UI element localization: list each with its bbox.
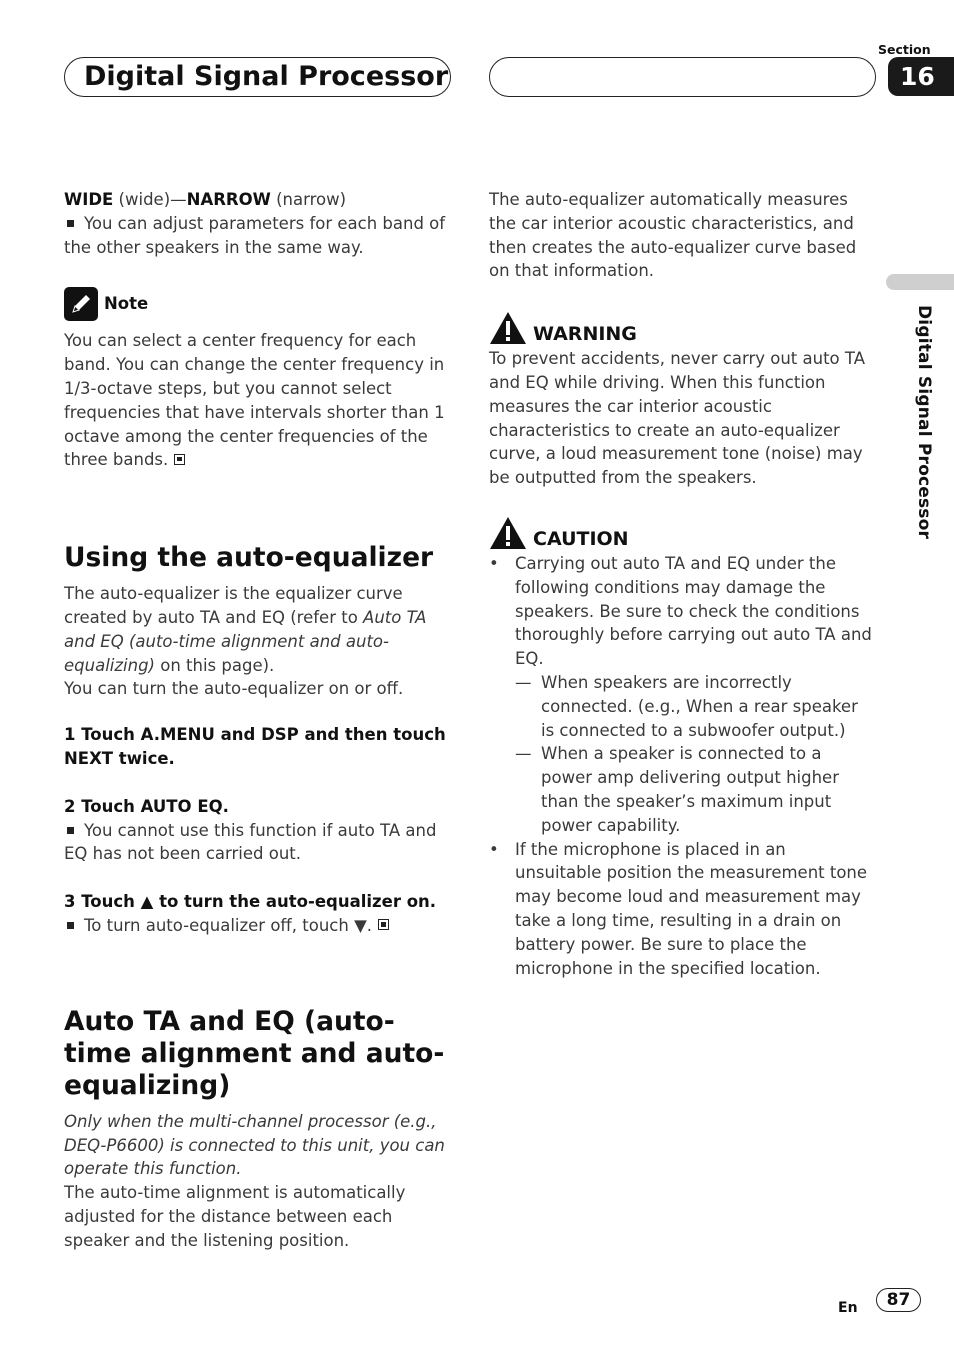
caution-sublist (489, 671, 875, 838)
pencil-note-icon (64, 287, 98, 321)
wide-term: WIDE (64, 190, 114, 209)
using-p1: The auto-equalizer is the equalizer curve created by auto TA and EQ (refer to Auto TA and EQ (auto-time alignment and auto-equalizing) on this page). (64, 584, 427, 675)
warning-title: WARNING (533, 323, 637, 346)
warning-text: To prevent accidents, never carry out auto TA and EQ while driving. When this function measures the car interior acoustic characteristics to create an auto-equalizer curve, a loud measurement tone (noise) may be outputted from the speakers. (489, 349, 865, 488)
list-item: — When speakers are incorrectly connected. (e.g., When a rear speaker is connected to a subwoofer output.) (489, 671, 875, 742)
cross-reference: Auto TA and EQ (auto-time alignment and auto-equalizing) (64, 607, 427, 675)
wide-narrow-line (64, 188, 454, 212)
step-2: 2 Touch AUTO EQ. (64, 796, 229, 816)
note-text: You can select a center frequency for each band. You can change the center frequency in 1/3-octave steps, but you cannot select frequencies that have intervals shorter than 1 octave among the center frequencies of the three bands. (64, 331, 445, 470)
auto-ta-heading: Auto TA and EQ (auto-time alignment and auto-equalizing) (64, 1005, 445, 1101)
wide-desc: (wide)— (113, 190, 187, 209)
square-bullet-icon (67, 922, 74, 929)
intro-paragraph: The auto-equalizer automatically measures the car interior acoustic characteristics, and then creates the auto-equalizer curve based on that information. (489, 190, 857, 281)
section-label: Section (878, 42, 931, 57)
caution-triangle-icon (489, 516, 527, 550)
caution-title: CAUTION (533, 527, 629, 550)
step-3: 3 Touch ▲ to turn the auto-equalizer on. (64, 892, 437, 912)
side-label: Digital Signal Processor (913, 305, 934, 540)
narrow-term: NARROW (186, 190, 271, 209)
list-item: • Carrying out auto TA and EQ under the following conditions may damage the speakers. Be sure to check the conditions thoroughly before carrying out auto TA and EQ. — When speakers are incorrectly connected. (e.g., When a rear speaker is connected to a subwoofer output.) — When a speaker is connected to a power amp delivering output higher than the speaker’s maximum input power capability. (489, 552, 875, 838)
step-3-note: To turn auto-equalizer off, touch ▼. (64, 914, 454, 938)
section-number: 16 (888, 57, 954, 96)
page-title: Digital Signal Processor (84, 61, 449, 92)
auto-paragraph: The auto-time alignment is automatically adjusted for the distance between each speaker and the listening position. (64, 1183, 406, 1250)
auto-italic-note: Only when the multi-channel processor (e.g., DEQ-P6600) is connected to this unit, you can operate this function. (64, 1111, 445, 1179)
list-item: — When a speaker is connected to a power amp delivering output higher than the speaker’s maximum input power capability. (489, 742, 875, 837)
square-bullet-icon (67, 220, 74, 227)
caution-header (489, 516, 875, 550)
caution-list (489, 552, 875, 980)
page-number: 87 (876, 1288, 921, 1312)
left-column (64, 188, 454, 1253)
note-header (64, 287, 454, 321)
list-item: • If the microphone is placed in an unsuitable position the measurement tone may become loud and measurement may take a long time, resulting in a drain on battery power. Be sure to place the microphone in the specified location. (489, 838, 875, 981)
step-1: 1 Touch A.MENU and DSP and then touch NEXT twice. (64, 725, 446, 768)
warning-header (489, 311, 875, 345)
using-heading: Using the auto-equalizer (64, 542, 434, 574)
header-empty-frame (489, 57, 876, 97)
warning-triangle-icon (489, 311, 527, 345)
language-label: En (838, 1300, 858, 1316)
side-tab (886, 274, 954, 290)
right-column (489, 188, 875, 980)
using-p2: You can turn the auto-equalizer on or off. (64, 679, 404, 699)
end-mark-icon (378, 919, 389, 930)
wide-note: You can adjust parameters for each band of the other speakers in the same way. (64, 213, 446, 257)
step-2-note: You cannot use this function if auto TA and EQ has not been carried out. (64, 820, 437, 864)
end-mark-icon (174, 454, 185, 465)
square-bullet-icon (67, 827, 74, 834)
narrow-desc: (narrow) (270, 190, 347, 209)
note-title: Note (104, 294, 149, 314)
